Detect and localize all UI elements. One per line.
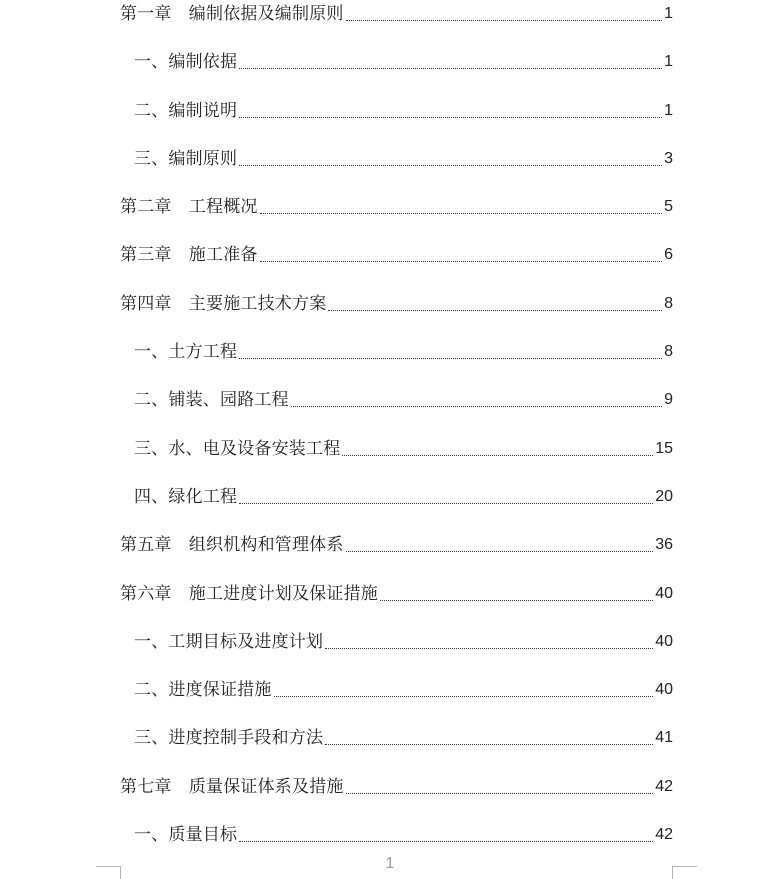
toc-entry-page: 36 — [655, 536, 673, 554]
toc-entry-label: 三、编制原则 — [134, 148, 238, 169]
toc-entry-page: 1 — [664, 101, 673, 119]
toc-dot-leader — [342, 435, 653, 456]
toc-entry[interactable] — [120, 435, 673, 483]
toc-dot-leader — [346, 773, 654, 794]
toc-entry-label: 二、进度保证措施 — [134, 680, 272, 701]
toc-dot-leader — [239, 145, 662, 166]
toc-dot-leader — [239, 483, 653, 504]
toc-entry-label: 一、质量目标 — [134, 825, 238, 846]
toc-dot-leader — [260, 193, 662, 214]
toc-entry-page: 9 — [664, 391, 673, 409]
toc-entry-page: 8 — [664, 294, 673, 312]
toc-entry[interactable] — [120, 193, 673, 241]
toc-entry[interactable] — [120, 724, 673, 772]
toc-entry-label: 第二章 工程概况 — [120, 197, 258, 218]
toc-entry-label: 三、水、电及设备安装工程 — [134, 438, 341, 459]
toc-entry-page: 40 — [655, 681, 673, 699]
toc-entry[interactable] — [120, 48, 673, 96]
toc-dot-leader — [346, 531, 654, 552]
toc-entry[interactable] — [120, 0, 673, 48]
toc-entry[interactable] — [120, 241, 673, 289]
toc-entry-page: 40 — [655, 632, 673, 650]
toc-entry-label: 第五章 组织机构和管理体系 — [120, 535, 344, 556]
toc-entry-label: 一、编制依据 — [134, 52, 238, 73]
toc-entry-label: 第六章 施工进度计划及保证措施 — [120, 583, 378, 604]
toc-entry-page: 5 — [664, 198, 673, 216]
toc-entry-label: 二、铺装、园路工程 — [134, 390, 289, 411]
toc-entry-label: 二、编制说明 — [134, 100, 238, 121]
toc-entry[interactable] — [120, 338, 673, 386]
toc-dot-leader — [274, 676, 654, 697]
toc-entry[interactable] — [120, 290, 673, 338]
toc-entry-page: 6 — [664, 246, 673, 264]
toc-dot-leader — [239, 821, 653, 842]
toc-entry-label: 第七章 质量保证体系及措施 — [120, 776, 344, 797]
toc-entry[interactable] — [120, 773, 673, 821]
toc-entry-page: 41 — [655, 729, 673, 747]
toc-entry-page: 1 — [664, 53, 673, 71]
toc-dot-leader — [328, 290, 662, 311]
toc-entry-page: 1 — [664, 5, 673, 22]
toc-entry-label: 第三章 施工准备 — [120, 245, 258, 266]
toc-dot-leader — [239, 338, 662, 359]
toc-entry-page: 20 — [655, 487, 673, 505]
toc-entry-label: 一、工期目标及进度计划 — [134, 631, 324, 652]
toc-dot-leader — [325, 628, 653, 649]
page-number: 1 — [385, 855, 395, 872]
toc-entry[interactable] — [120, 483, 673, 531]
toc-dot-leader — [346, 0, 662, 21]
toc-dot-leader — [239, 97, 662, 118]
toc-entry[interactable] — [120, 97, 673, 145]
toc-entry-page: 42 — [655, 777, 673, 795]
toc-entry[interactable] — [120, 676, 673, 724]
toc-entry-label: 第一章 编制依据及编制原则 — [120, 4, 344, 24]
toc-entry[interactable] — [120, 628, 673, 676]
toc-entry[interactable] — [120, 531, 673, 579]
toc-entry-label: 一、土方工程 — [134, 342, 238, 363]
toc-entry[interactable] — [120, 145, 673, 193]
toc-entry-label: 四、绿化工程 — [134, 486, 238, 507]
toc-entry-label: 三、进度控制手段和方法 — [134, 728, 324, 749]
toc-entry-label: 第四章 主要施工技术方案 — [120, 293, 327, 314]
toc-dot-leader — [239, 48, 662, 69]
toc-dot-leader — [380, 580, 653, 601]
toc-dot-leader — [291, 386, 662, 407]
toc-entry-page: 42 — [655, 826, 673, 844]
toc-entry-page: 3 — [664, 149, 673, 167]
toc-entry-page: 8 — [664, 343, 673, 361]
toc-entry-page: 15 — [655, 439, 673, 457]
toc-entry[interactable] — [120, 386, 673, 434]
toc-dot-leader — [260, 241, 662, 262]
toc-dot-leader — [325, 724, 653, 745]
table-of-contents — [120, 0, 673, 869]
toc-entry[interactable] — [120, 580, 673, 628]
toc-entry-page: 40 — [655, 584, 673, 602]
